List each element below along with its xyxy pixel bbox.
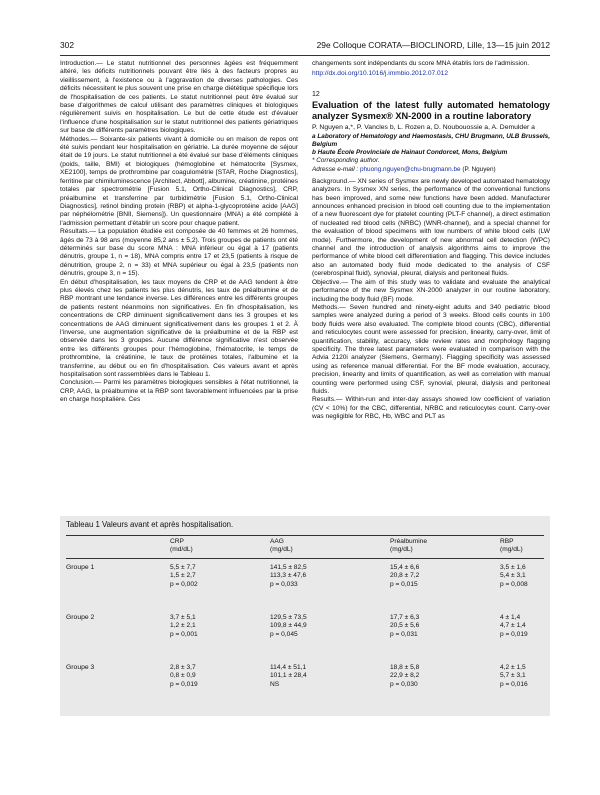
group-label: Groupe 2 bbox=[66, 614, 95, 621]
table-cell bbox=[500, 664, 528, 689]
corresponding-note: * Corresponding author. bbox=[312, 157, 380, 165]
introduction-paragraph: Introduction.— Le statut nutritionnel des personnes âgées est fréquemment altéré, les déficits nutritionnels pouvant être liés à des facteurs propres au vieillissement, à l'existence ou à l'aggravation de diverses pathologies. Ces déficits nécessitent le plus souvent une prise en charge diététique spécifique lors de l'hospitalisation de ces patients. Le statut nutritionnel peut être évalué sur base d'algorithmes de calcul utilisant des paramètres cliniques et biologiques régulièrement suivis en hospitalisation. Le but de cette étude est d'évaluer l'influence d'une hospitalisation sur le statut nutritionnel des patients gériatriques sur base de différents paramètres biologiques. bbox=[60, 60, 298, 135]
running-header bbox=[60, 40, 550, 54]
table-cell-line: p = 0,002 bbox=[170, 580, 198, 588]
journal-title: 29e Colloque CORATA—BIOCLINORD, Lille, 13—15 juin 2012 bbox=[316, 40, 550, 50]
table-cell bbox=[170, 564, 198, 589]
group-label: Groupe 1 bbox=[66, 564, 95, 571]
background-paragraph: Background.— XN series of Sysmex are newly developed automated hematology analyzers. In Sysmex XN series, the performance of the conventional functions has been improved, and some new functions have been added. Manufacturer announces enhanced precision in blood cell counting due to the implementation of a new fluorescent dye for platelet counting (PLT-F channel), a direct estimation of nucleated red blood cells (NRBC) (WNR-channel), and a special channel for the evaluation of blood specimens with low numbers of white blood cells (LW mode). Furthermore, the development of new abnormal cell detection (WPC) channel and the introduction of analysis algorithms aims to improve the performance of white blood cell differentiation and flagging. This device includes also an automated body fluid mode dedicated to the analysis of CSF (cerebrospinal fluid), synovial, pleural, dialysis and peritoneal fluids. bbox=[312, 177, 550, 278]
results-paragraph-2: En début d'hospitalisation, les taux moyens de CRP et de AAG tendent à être plus élevés chez les patients les plus dénutris, les taux de préalbumine et de RBP montrant une tendance inverse. Les différences entre les différents groupes de patients restent néanmoins non significatives. En fin d'hospitalisation, les concentrations de CRP diminuent significativement dans les 3 groupes et les concentrations de AAG diminuent significativement dans les groupes 1 et 2. À l'inverse, une augmentation significative de la préalbumine et de la RBP est observée dans les 3 groupes. Aucune différence significative n'est observée entre les différents groupes pour l'hémoglobine, l'hématocrite, le temps de prothrombine, la créatinine, le taux de protéines totales, l'albumine et la transferrine, au début ou en fin d'hospitalisation. Ces valeurs avant et après hospitalisation sont rassemblées dans le Tableau 1. bbox=[60, 278, 298, 379]
conclusion-paragraph: Conclusion.— Parmi les paramètres biologiques sensibles à l'état nutritionnel, la CRP, AAG, la préalbumine et la RBP sont favorablement influencées par la prise en charge hospitalière. Ces bbox=[60, 379, 298, 404]
table-cell-line: 101,1 ± 28,4 bbox=[270, 672, 307, 680]
abstract-number: 12 bbox=[312, 90, 320, 98]
col-header-rbp: RBP (mg/dL) bbox=[500, 538, 523, 554]
table-cell-line: 5,5 ± 7,7 bbox=[170, 564, 196, 571]
table-cell-line: 20,5 ± 5,6 bbox=[390, 622, 420, 630]
col-header-aag: AAG (mg/dL) bbox=[270, 538, 293, 554]
table-cell-line: 0,8 ± 0,9 bbox=[170, 672, 196, 680]
table-cell-line: 4 ± 1,4 bbox=[500, 614, 521, 621]
methods-paragraph: Méthodes.— Soixante-six patients vivant à domicile ou en maison de repos ont été suivis pendant leur hospitalisation en gériatrie. La durée moyenne de séjour était de 19 jours. Le statut nutritionnel a été évalué sur base d'éléments cliniques (poids, taille, BMI) et biologiques (hémoglobine et hématocrite [Sysmex, XE2100], temps de prothrombine par coagulométrie [STAR, Roche Diagnostics], ferritine par chimiluminescence [Architect, Abbott], albumine, créatinine, protéines totales par spectrométrie [Fusion 5.1, Ortho-Clinical Diagnostics], CRP, préalbumine et transferrine par turbidimétrie [Fusion 5.1, Ortho-Clinical Diagnostics], retinol binding protein (RBP) et alpha-1-glycoprotéine acide [AAG] par néphélométrie [BNII, Siemens]). Un questionnaire (MNA) a été complété à l'admission permettant d'établir un score pour chaque patient. bbox=[60, 135, 298, 227]
table-cell-line: 114,4 ± 51,1 bbox=[270, 664, 307, 671]
table-cell-line: 22,9 ± 8,2 bbox=[390, 672, 420, 680]
table-cell-line: NS bbox=[270, 680, 280, 688]
table-cell bbox=[390, 614, 419, 639]
table-cell bbox=[170, 614, 198, 639]
table-cell-line: p = 0,019 bbox=[170, 680, 198, 688]
table-cell-line: 3,7 ± 5,1 bbox=[170, 614, 196, 621]
email-label: Adresse e-mail : bbox=[312, 165, 360, 173]
page-number: 302 bbox=[60, 40, 74, 50]
continued-paragraph: changements sont indépendants du score MNA établis lors de l'admission. bbox=[312, 60, 530, 67]
results-paragraph-en: Results.— Within-run and inter-day assays showed low coefficient of variation (CV < 10%) for the CBC, differential, NRBC and reticulocytes count. Carry-over was negligible for RBC, Hb, WBC and PLT as bbox=[312, 396, 550, 421]
table-cell-line: 113,3 ± 47,6 bbox=[270, 572, 307, 580]
table-cell bbox=[500, 614, 528, 639]
left-column bbox=[60, 60, 298, 405]
doi-link[interactable]: http://dx.doi.org/10.1016/j.immbio.2012.07.012 bbox=[312, 70, 448, 78]
table-header-rule bbox=[66, 558, 544, 559]
abstract-title: Evaluation of the latest fully automated hematology analyzer Sysmex® XN-2000 in a routine laboratory bbox=[312, 100, 550, 121]
table-cell-line: p = 0,019 bbox=[500, 630, 528, 638]
table-cell-line: 3,5 ± 1,6 bbox=[500, 564, 526, 571]
affiliation-b: b Haute École Provinciale de Hainaut Condorcet, Mons, Belgium bbox=[312, 149, 508, 157]
table-cell-line: p = 0,045 bbox=[270, 630, 298, 638]
table-cell-line: 141,5 ± 82,5 bbox=[270, 564, 307, 571]
header-rule bbox=[60, 55, 550, 56]
table-cell-line: p = 0,008 bbox=[500, 580, 528, 588]
methods-paragraph-en: Methods.— Seven hundred and ninety-eight adults and 340 pediatric blood samples were analyzed during a period of 3 weeks. Blood cells counts in 100 body fluids were also evaluated. The complete blood counts (CBC), differential and reticulocytes count were assessed for precision, linearity, carry-over, limit of quantification, stability, accuracy, slide review rates and morphology flagging specificity. The three latest parameters were evaluated in comparison with the Advia 2120i analyzer (Siemens, Germany). Flagging specificity was assessed using as reference manual differential. For the BF mode evaluation, accuracy, precision, linearity and limits of quantification, as well as correlation with manual counting were performed using CSF, synovial, pleural, dialysis and peritoneal fluids. bbox=[312, 303, 550, 395]
table-cell-line: 2,8 ± 3,7 bbox=[170, 664, 196, 671]
col-header-crp: CRP (md/dL) bbox=[170, 538, 193, 554]
table-1 bbox=[60, 516, 550, 716]
doi-link-line bbox=[312, 70, 550, 78]
table-cell-line: 129,5 ± 73,5 bbox=[270, 614, 307, 621]
table-cell bbox=[270, 614, 307, 639]
table-cell-line: 1,5 ± 2,7 bbox=[170, 572, 196, 580]
affiliation-a: a Laboratory of Hematology and Haemostasis, CHU Brugmann, ULB Brussels, Belgium bbox=[312, 132, 550, 149]
author-list: P. Nguyen a,*, P. Vancles b, L. Rozen a, D. Noubouossie a, A. Demulder a bbox=[312, 124, 535, 132]
results-paragraph: Résultats.— La population étudiée est composée de 40 femmes et 26 hommes, âgés de 73 à 98 ans (moyenne 85,2 ans ± 5,2). Trois groupes de patients ont été déterminés sur base du score MNA : MNA inférieur ou égal à 17 (patients dénutris, groupe 1, n = 18), MNA compris entre 17 et 23,5 (patients à risque de dénutrition, groupe 2, n = 33) et MNA supérieur ou égal à 23,5 (patients non dénutris, groupe 3, n = 15). bbox=[60, 228, 298, 278]
group-label: Groupe 3 bbox=[66, 664, 95, 671]
table-top-rule bbox=[66, 535, 544, 536]
table-cell-line: 5,7 ± 3,1 bbox=[500, 672, 526, 680]
table-cell-line: 15,4 ± 6,6 bbox=[390, 564, 420, 571]
col-header-prealbumine: Préalbumine (mg/dL) bbox=[390, 538, 428, 554]
table-cell bbox=[270, 664, 307, 689]
table-cell-line: p = 0,015 bbox=[390, 580, 418, 588]
table-cell-line: 4,7 ± 1,4 bbox=[500, 622, 526, 630]
objective-paragraph: Objective.— The aim of this study was to validate and evaluate the analytical performance of the new Sysmex XN-2000 analyzer in our routine laboratory, including the body fluid (BF) mode. bbox=[312, 278, 550, 303]
table-cell-line: 1,2 ± 2,1 bbox=[170, 622, 196, 630]
table-cell-line: p = 0,033 bbox=[270, 580, 298, 588]
table-cell bbox=[390, 564, 419, 589]
email-line bbox=[312, 166, 550, 174]
table-cell-line: 5,4 ± 3,1 bbox=[500, 572, 526, 580]
table-cell-line: 20,8 ± 7,2 bbox=[390, 572, 420, 580]
table-cell-line: 4,2 ± 1,5 bbox=[500, 664, 526, 671]
table-cell-line: p = 0,031 bbox=[390, 630, 418, 638]
table-cell bbox=[500, 564, 528, 589]
table-cell-line: p = 0,001 bbox=[170, 630, 198, 638]
email-owner: (P. Nguyen) bbox=[460, 165, 496, 173]
table-cell-line: p = 0,016 bbox=[500, 680, 528, 688]
right-column bbox=[312, 60, 550, 422]
table-cell bbox=[390, 664, 419, 689]
email-link[interactable]: phuong.nguyen@chu-brugmann.be bbox=[359, 165, 461, 173]
table-caption: Tableau 1 Valeurs avant et après hospitalisation. bbox=[66, 520, 234, 529]
table-cell-line: p = 0,030 bbox=[390, 680, 418, 688]
table-cell bbox=[170, 664, 198, 689]
table-cell-line: 17,7 ± 6,3 bbox=[390, 614, 420, 621]
table-cell-line: 18,8 ± 5,8 bbox=[390, 664, 420, 671]
table-cell bbox=[270, 564, 307, 589]
table-cell-line: 109,8 ± 44,9 bbox=[270, 622, 307, 630]
